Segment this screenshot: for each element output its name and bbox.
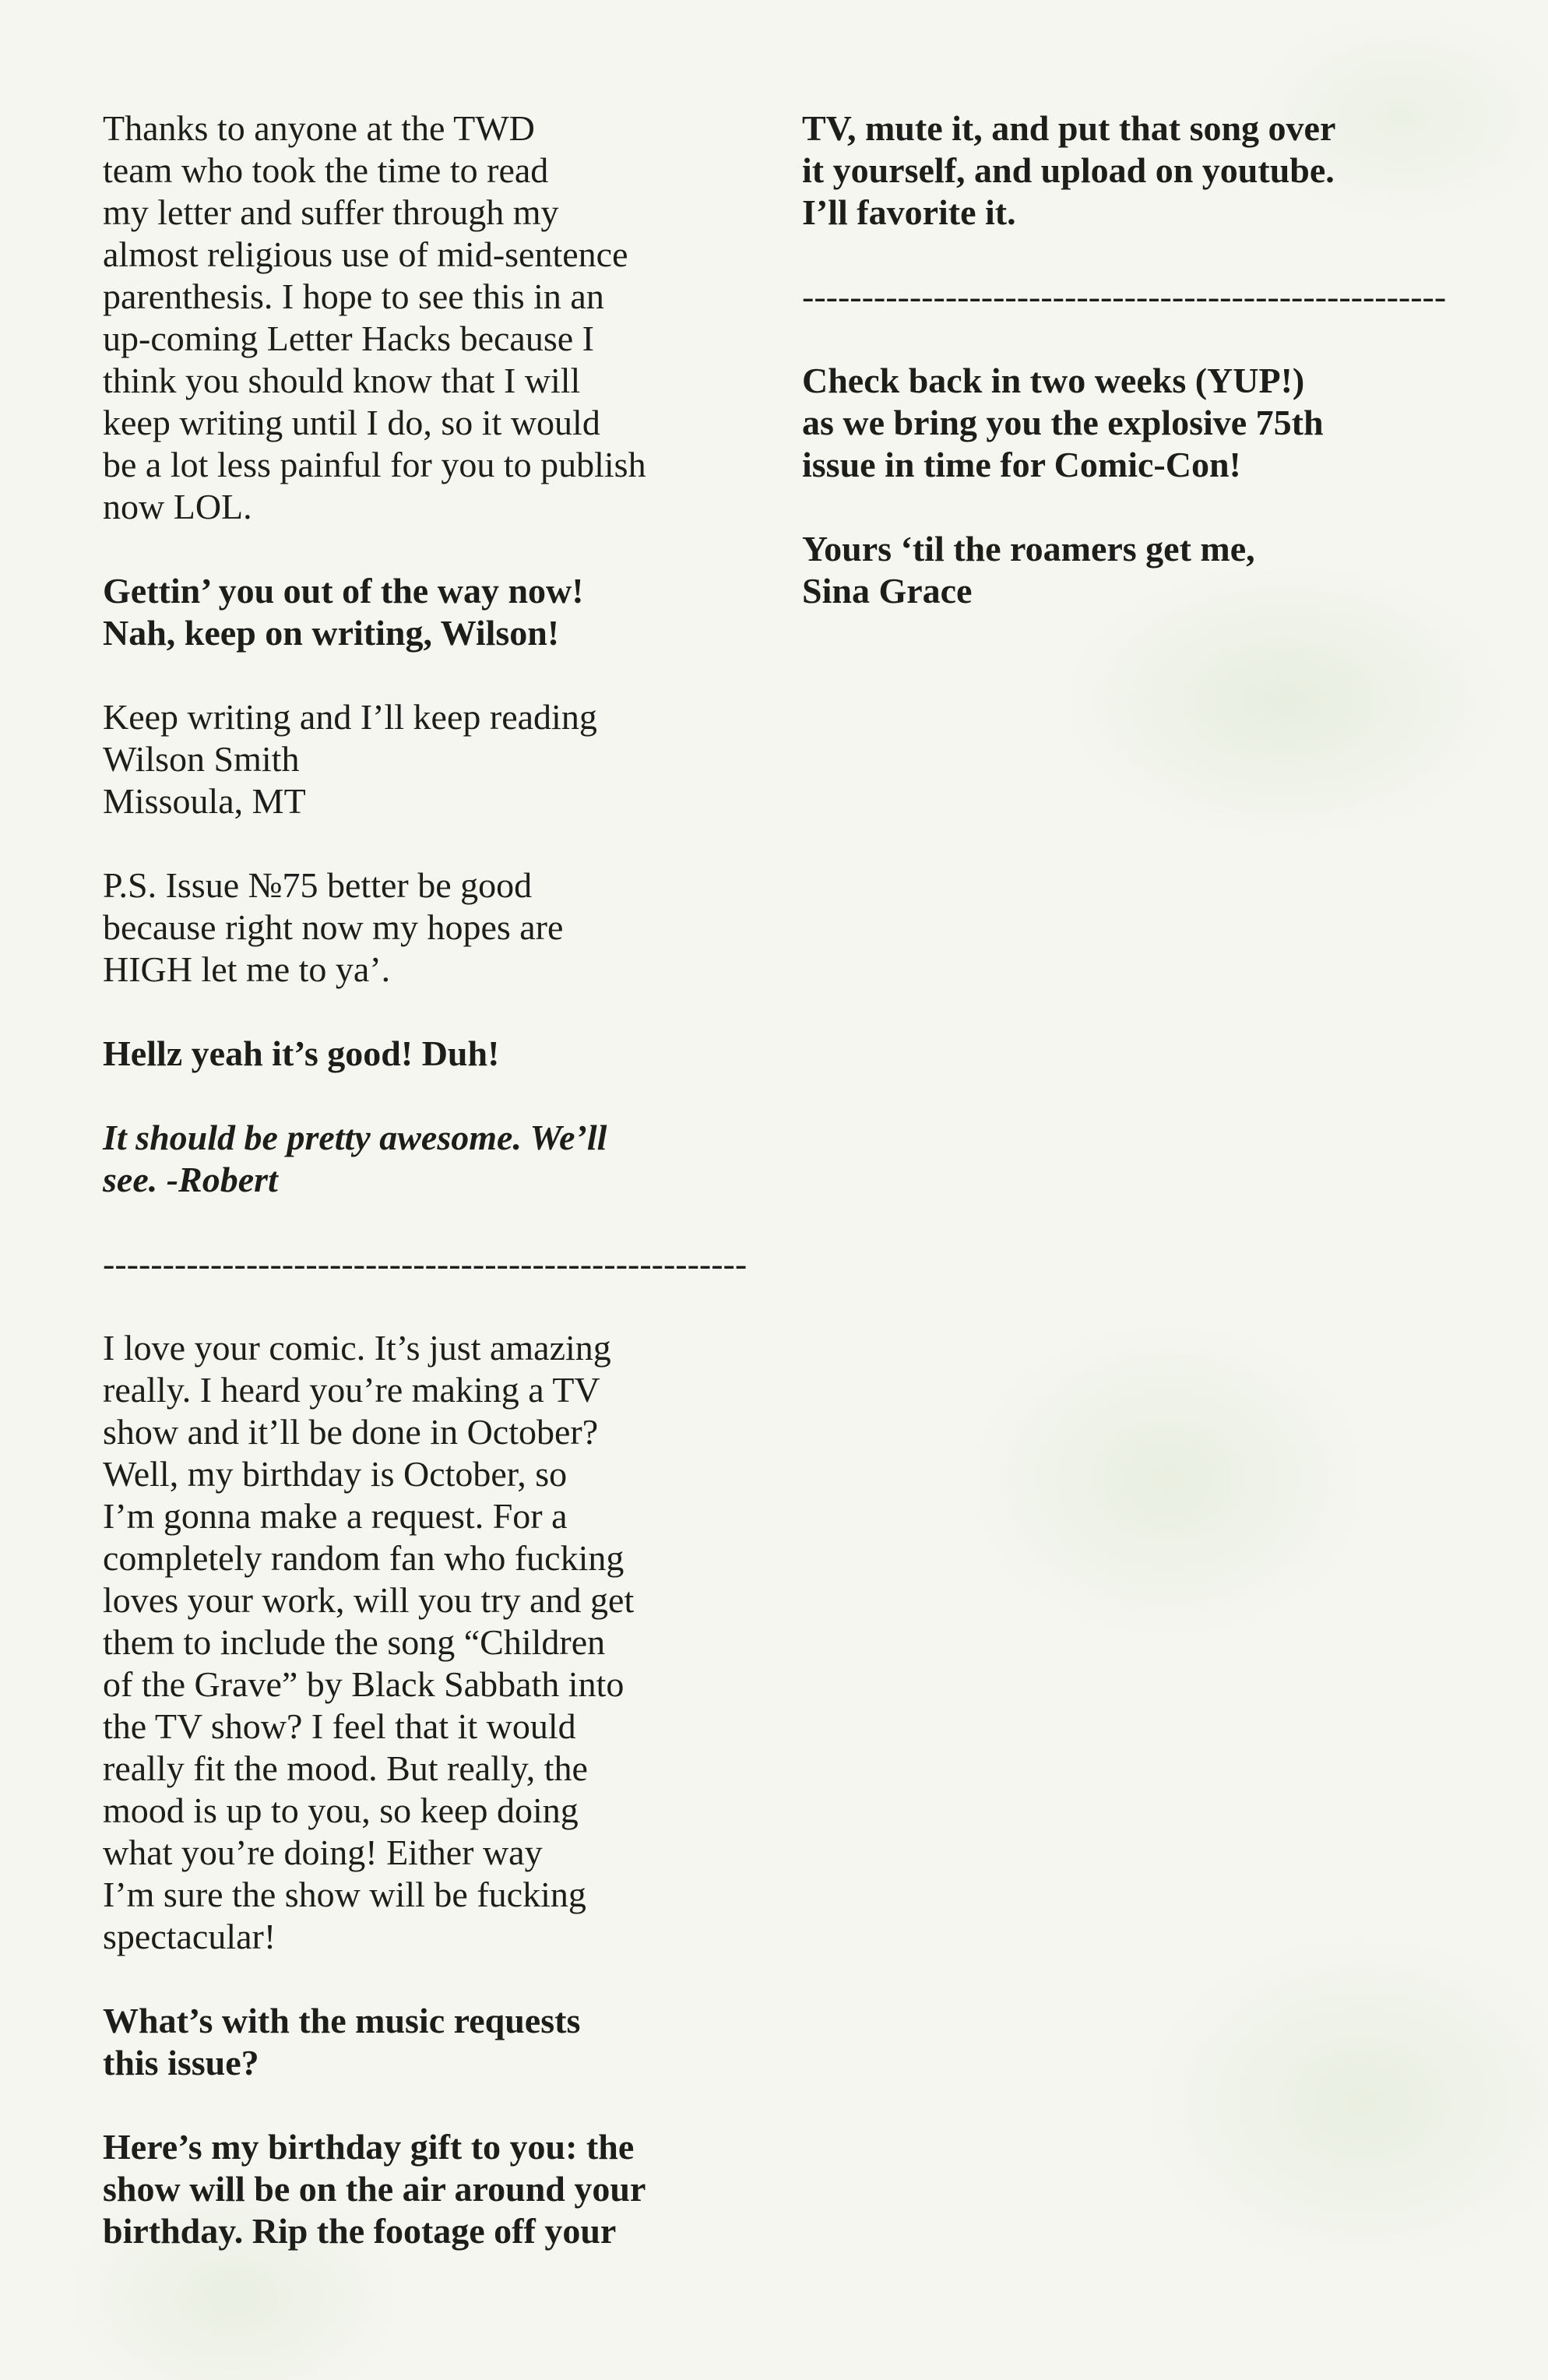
reply-wilson: Gettin’ you out of the way now! Nah, keep on writing, Wilson! (103, 571, 584, 653)
letter-wilson-postscript: P.S. Issue №75 better be good because right now my hopes are HIGH let me to ya’. (103, 865, 564, 989)
right-column (802, 107, 1503, 612)
section-divider: ------------------------------------------------------ (802, 276, 1447, 316)
editor-signoff: Yours ‘til the roamers get me, Sina Grace (802, 529, 1255, 611)
reply-music-requests: What’s with the music requests this issue? (103, 2001, 581, 2082)
reply-birthday-gift: Here’s my birthday gift to you: the show will be on the air around your birthday. Rip the footage off your (103, 2127, 646, 2251)
section-divider: ------------------------------------------------------ (103, 1244, 748, 1283)
left-column (103, 107, 772, 2252)
reply-robert: It should be pretty awesome. We’ll see. -Robert (103, 1118, 607, 1199)
closing-announcement: Check back in two weeks (YUP!) as we bring you the explosive 75th issue in time for Comic-Con! (802, 361, 1324, 484)
letter-wilson-body: Thanks to anyone at the TWD team who took the time to read my letter and suffer through my almost religious use of mid-sentence parenthesis. I hope to see this in an up-coming Letter Hacks because I think you should know that I will keep writing until I do, so it would be a lot less painful for you to publish now LOL. (103, 108, 646, 526)
reply-birthday-gift-continued: TV, mute it, and put that song over it yourself, and upload on youtube. I’ll favorite it. (802, 108, 1336, 232)
letter-birthday-body: I love your comic. It’s just amazing really. I heard you’re making a TV show and it’ll be done in October? Well, my birthday is October, so I’m gonna make a request. For a completely random fan who fucking loves your work, will you try and get them to include the song “Children of the Grave” by Black Sabbath into the TV show? I feel that it would really fit the mood. But really, the mood is up to you, so keep doing what you’re doing! Either way I’m sure the show will be fucking spectacular! (103, 1328, 635, 1956)
reply-postscript: Hellz yeah it’s good! Duh! (103, 1033, 500, 1073)
letter-wilson-signature: Keep writing and I’ll keep reading Wilson Smith Missoula, MT (103, 697, 597, 821)
